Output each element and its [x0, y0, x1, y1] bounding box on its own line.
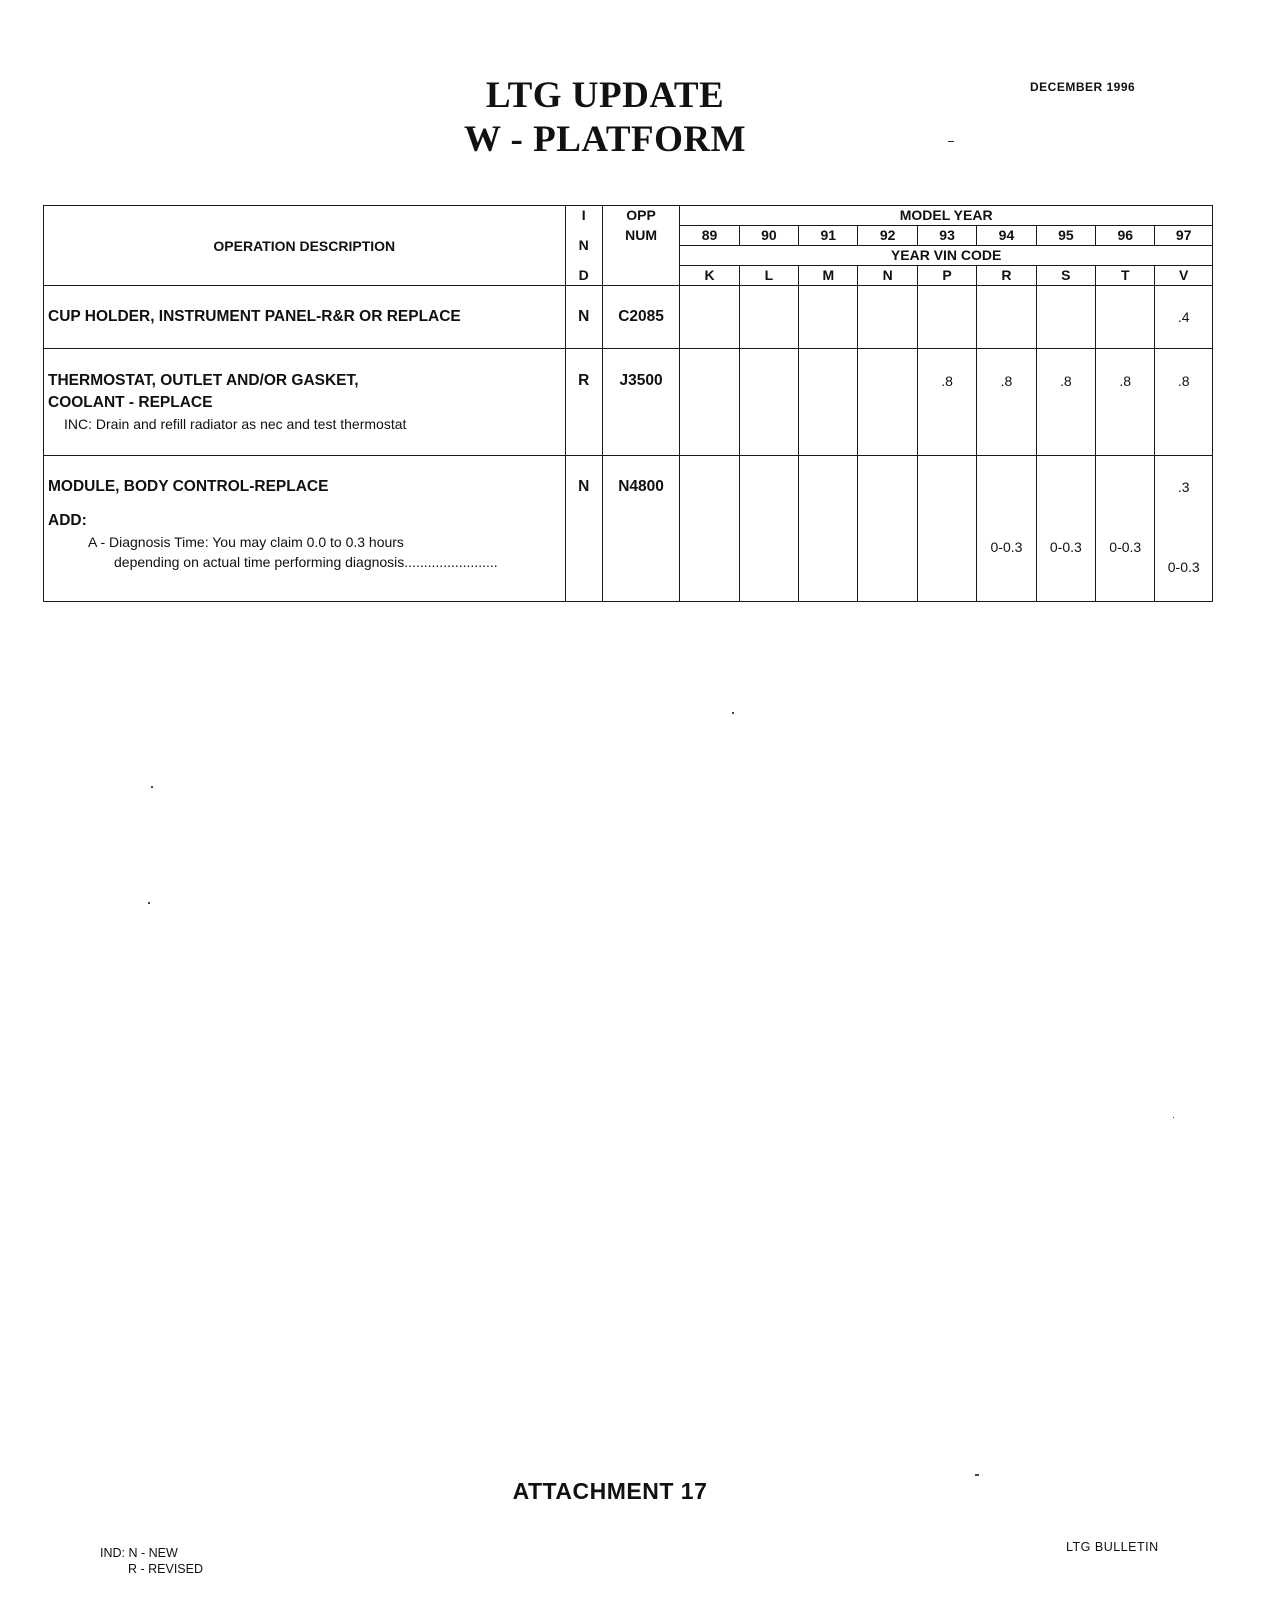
ind-code: N — [578, 308, 590, 325]
year-header: 89 — [680, 226, 739, 246]
table-row — [44, 286, 1213, 349]
year-header: 91 — [799, 226, 858, 246]
column-header-opp-1: OPP — [602, 206, 680, 226]
opp-number: J3500 — [619, 372, 663, 389]
labor-value: .8 — [1119, 373, 1132, 389]
document-date: DECEMBER 1996 — [1030, 80, 1136, 94]
add-value: 0-0.3 — [1049, 539, 1082, 555]
model-year-header: MODEL YEAR — [680, 206, 1213, 226]
labor-value: .8 — [941, 373, 953, 389]
scan-speck — [732, 712, 734, 714]
decorative-mark — [948, 141, 954, 142]
add-value: 0-0.3 — [1167, 559, 1200, 575]
legend-revised: R - REVISED — [128, 1562, 204, 1576]
add-item-line2: depending on actual time performing diagnosis........................ — [114, 554, 498, 570]
legend-new: IND: N - NEW — [100, 1546, 178, 1560]
add-label: ADD: — [48, 512, 87, 529]
operation-description: CUP HOLDER, INSTRUMENT PANEL-R&R OR REPLACE — [48, 308, 461, 325]
vin-code: N — [858, 266, 917, 286]
vin-code: R — [977, 266, 1036, 286]
vin-code: M — [799, 266, 858, 286]
scan-speck — [151, 786, 153, 788]
attachment-label: ATTACHMENT 17 — [512, 1478, 708, 1504]
vin-code: V — [1155, 266, 1213, 286]
year-header: 90 — [739, 226, 798, 246]
operation-note: INC: Drain and refill radiator as nec and test thermostat — [64, 416, 407, 432]
labor-value: .3 — [1177, 479, 1190, 495]
year-header: 92 — [858, 226, 917, 246]
vin-code-header: YEAR VIN CODE — [680, 246, 1213, 266]
column-header-opp-2: NUM — [602, 226, 680, 266]
ind-code: R — [578, 372, 590, 389]
page-subtitle: W - PLATFORM — [463, 119, 747, 160]
labor-value: .8 — [1060, 373, 1072, 389]
opp-number: C2085 — [618, 308, 664, 325]
labor-value: .8 — [1000, 373, 1013, 389]
opp-number: N4800 — [618, 478, 664, 495]
operation-description-cont: COOLANT - REPLACE — [48, 394, 213, 411]
year-header: 97 — [1155, 226, 1213, 246]
year-header: 96 — [1096, 226, 1155, 246]
column-header-ind-2: N — [565, 226, 602, 266]
year-header: 94 — [977, 226, 1036, 246]
vin-code: S — [1036, 266, 1095, 286]
add-item-line1: A - Diagnosis Time: You may claim 0.0 to 0.3 hours — [88, 534, 404, 550]
ind-code: N — [578, 478, 590, 495]
column-header-ind-1: I — [565, 206, 602, 226]
table-row — [44, 456, 1213, 602]
column-header-opp-blank — [602, 266, 680, 286]
bulletin-label: LTG BULLETIN — [1066, 1540, 1159, 1554]
add-value: 0-0.3 — [1109, 539, 1142, 555]
vin-code: P — [917, 266, 976, 286]
scan-speck — [148, 902, 150, 904]
labor-time-table — [43, 205, 1213, 602]
operation-description: MODULE, BODY CONTROL-REPLACE — [48, 478, 329, 495]
add-value: 0-0.3 — [990, 539, 1023, 555]
scan-speck — [1173, 1117, 1174, 1118]
ind-legend — [100, 1545, 203, 1577]
operation-description: THERMOSTAT, OUTLET AND/OR GASKET, — [48, 372, 359, 389]
labor-value: .4 — [1177, 309, 1190, 325]
scan-speck — [975, 1474, 979, 1476]
year-header: 93 — [917, 226, 976, 246]
vin-code: L — [739, 266, 798, 286]
vin-code: K — [680, 266, 739, 286]
column-header-ind-3: D — [565, 266, 602, 286]
vin-code: T — [1096, 266, 1155, 286]
column-header-description: OPERATION DESCRIPTION — [44, 206, 566, 286]
year-header: 95 — [1036, 226, 1095, 246]
labor-value: .8 — [1177, 373, 1190, 389]
table-row — [44, 349, 1213, 456]
page-title: LTG UPDATE — [485, 75, 725, 116]
